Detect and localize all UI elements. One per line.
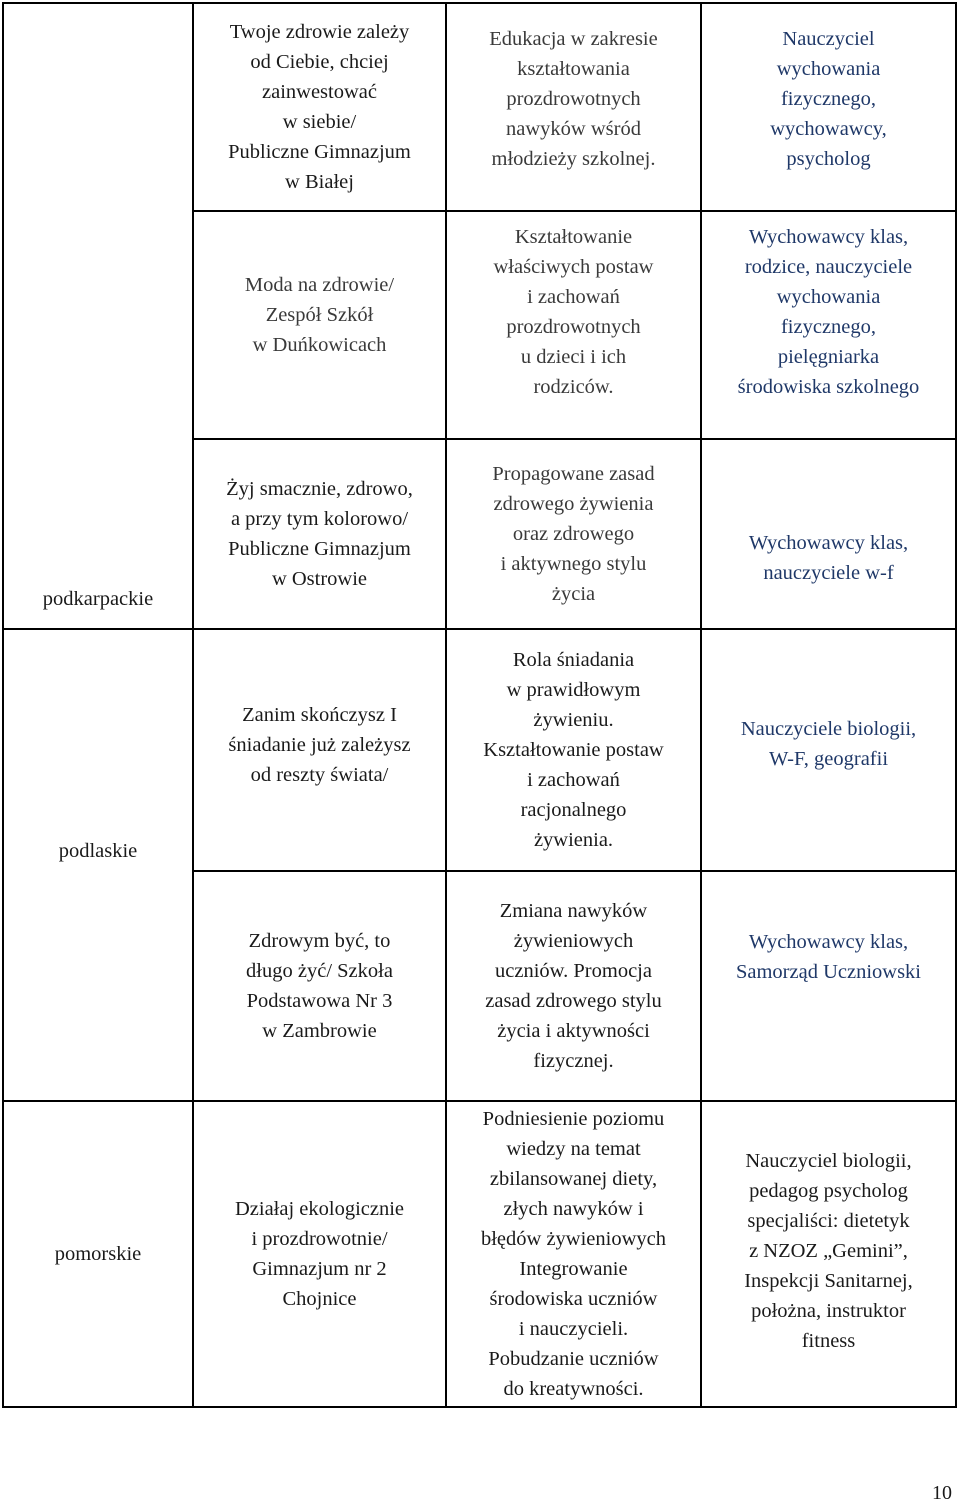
project-name: Żyj smacznie, zdrowo, a przy tym kolorowo/ Publiczne Gimnazjum w Ostrowie	[226, 478, 413, 590]
people-text: Nauczyciele biologii, W-F, geografii	[740, 718, 917, 770]
goal-text: Edukacja w zakresie kształtowania prozdrowotnych nawyków wśród młodzieży szkolnej.	[489, 28, 658, 170]
goal-text: Zmiana nawyków żywieniowych uczniów. Promocja zasad zdrowego stylu życia i aktywności fizycznej.	[485, 900, 662, 1072]
project-cell	[193, 629, 446, 871]
goal-text: Kształtowanie właściwych postaw i zachowań prozdrowotnych u dzieci i ich rodziców.	[493, 226, 654, 398]
goal-cell	[446, 629, 701, 871]
region-label: podkarpackie	[42, 588, 154, 610]
people-cell	[701, 871, 956, 1101]
project-name: Twoje zdrowie zależy od Ciebie, chciej zainwestować w siebie/ Publiczne Gimnazjum w Białej	[228, 21, 411, 193]
table-row	[3, 1101, 956, 1407]
region-cell	[3, 629, 193, 1101]
project-cell	[193, 439, 446, 629]
people-text: Wychowawcy klas, Samorząd Uczniowski	[735, 931, 922, 983]
project-cell	[193, 211, 446, 439]
people-cell	[701, 629, 956, 871]
region-cell	[3, 3, 193, 629]
region-label: podlaskie	[58, 840, 138, 862]
project-cell	[193, 871, 446, 1101]
project-cell	[193, 3, 446, 211]
goal-cell	[446, 1101, 701, 1407]
table-row	[3, 629, 956, 871]
project-name: Zanim skończysz I śniadanie już zależysz od reszty świata/	[228, 704, 411, 786]
project-cell	[193, 1101, 446, 1407]
region-label: pomorskie	[54, 1243, 142, 1265]
people-cell	[701, 211, 956, 439]
goal-text: Podniesienie poziomu wiedzy na temat zbilansowanej diety, złych nawyków i błędów żywieniowych Integrowanie środowiska uczniów i nauczycieli. Pobudzanie uczniów do kreatywności.	[480, 1108, 667, 1400]
goal-cell	[446, 211, 701, 439]
people-cell	[701, 3, 956, 211]
people-cell	[701, 1101, 956, 1407]
project-name: Zdrowym być, to długo żyć/ Szkoła Podstawowa Nr 3 w Zambrowie	[246, 930, 393, 1042]
project-name: Działaj ekologicznie i prozdrowotnie/ Gimnazjum nr 2 Chojnice	[234, 1198, 405, 1310]
people-cell	[701, 439, 956, 629]
goal-cell	[446, 3, 701, 211]
goal-cell	[446, 871, 701, 1101]
goal-text: Propagowane zasad zdrowego żywienia oraz zdrowego i aktywnego stylu życia	[492, 463, 655, 605]
people-text: Wychowawcy klas, rodzice, nauczyciele wychowania fizycznego, pielęgniarka środowiska szkolnego	[737, 226, 920, 398]
project-name: Moda na zdrowie/ Zespół Szkół w Duńkowicach	[244, 274, 395, 356]
page-number: 10	[932, 1482, 952, 1504]
projects-table	[2, 2, 957, 1408]
goal-cell	[446, 439, 701, 629]
region-cell	[3, 1101, 193, 1407]
people-text: Wychowawcy klas, nauczyciele w-f	[748, 532, 909, 584]
people-text: Nauczyciel biologii, pedagog psycholog specjaliści: dietetyk z NZOZ „Gemini”, Inspekcji Sanitarnej, położna, instruktor fitness	[744, 1150, 913, 1352]
people-text: Nauczyciel wychowania fizycznego, wychowawcy, psycholog	[770, 28, 887, 170]
goal-text: Rola śniadania w prawidłowym żywieniu. Kształtowanie postaw i zachowań racjonalnego żywienia.	[483, 649, 664, 851]
table-row	[3, 3, 956, 211]
